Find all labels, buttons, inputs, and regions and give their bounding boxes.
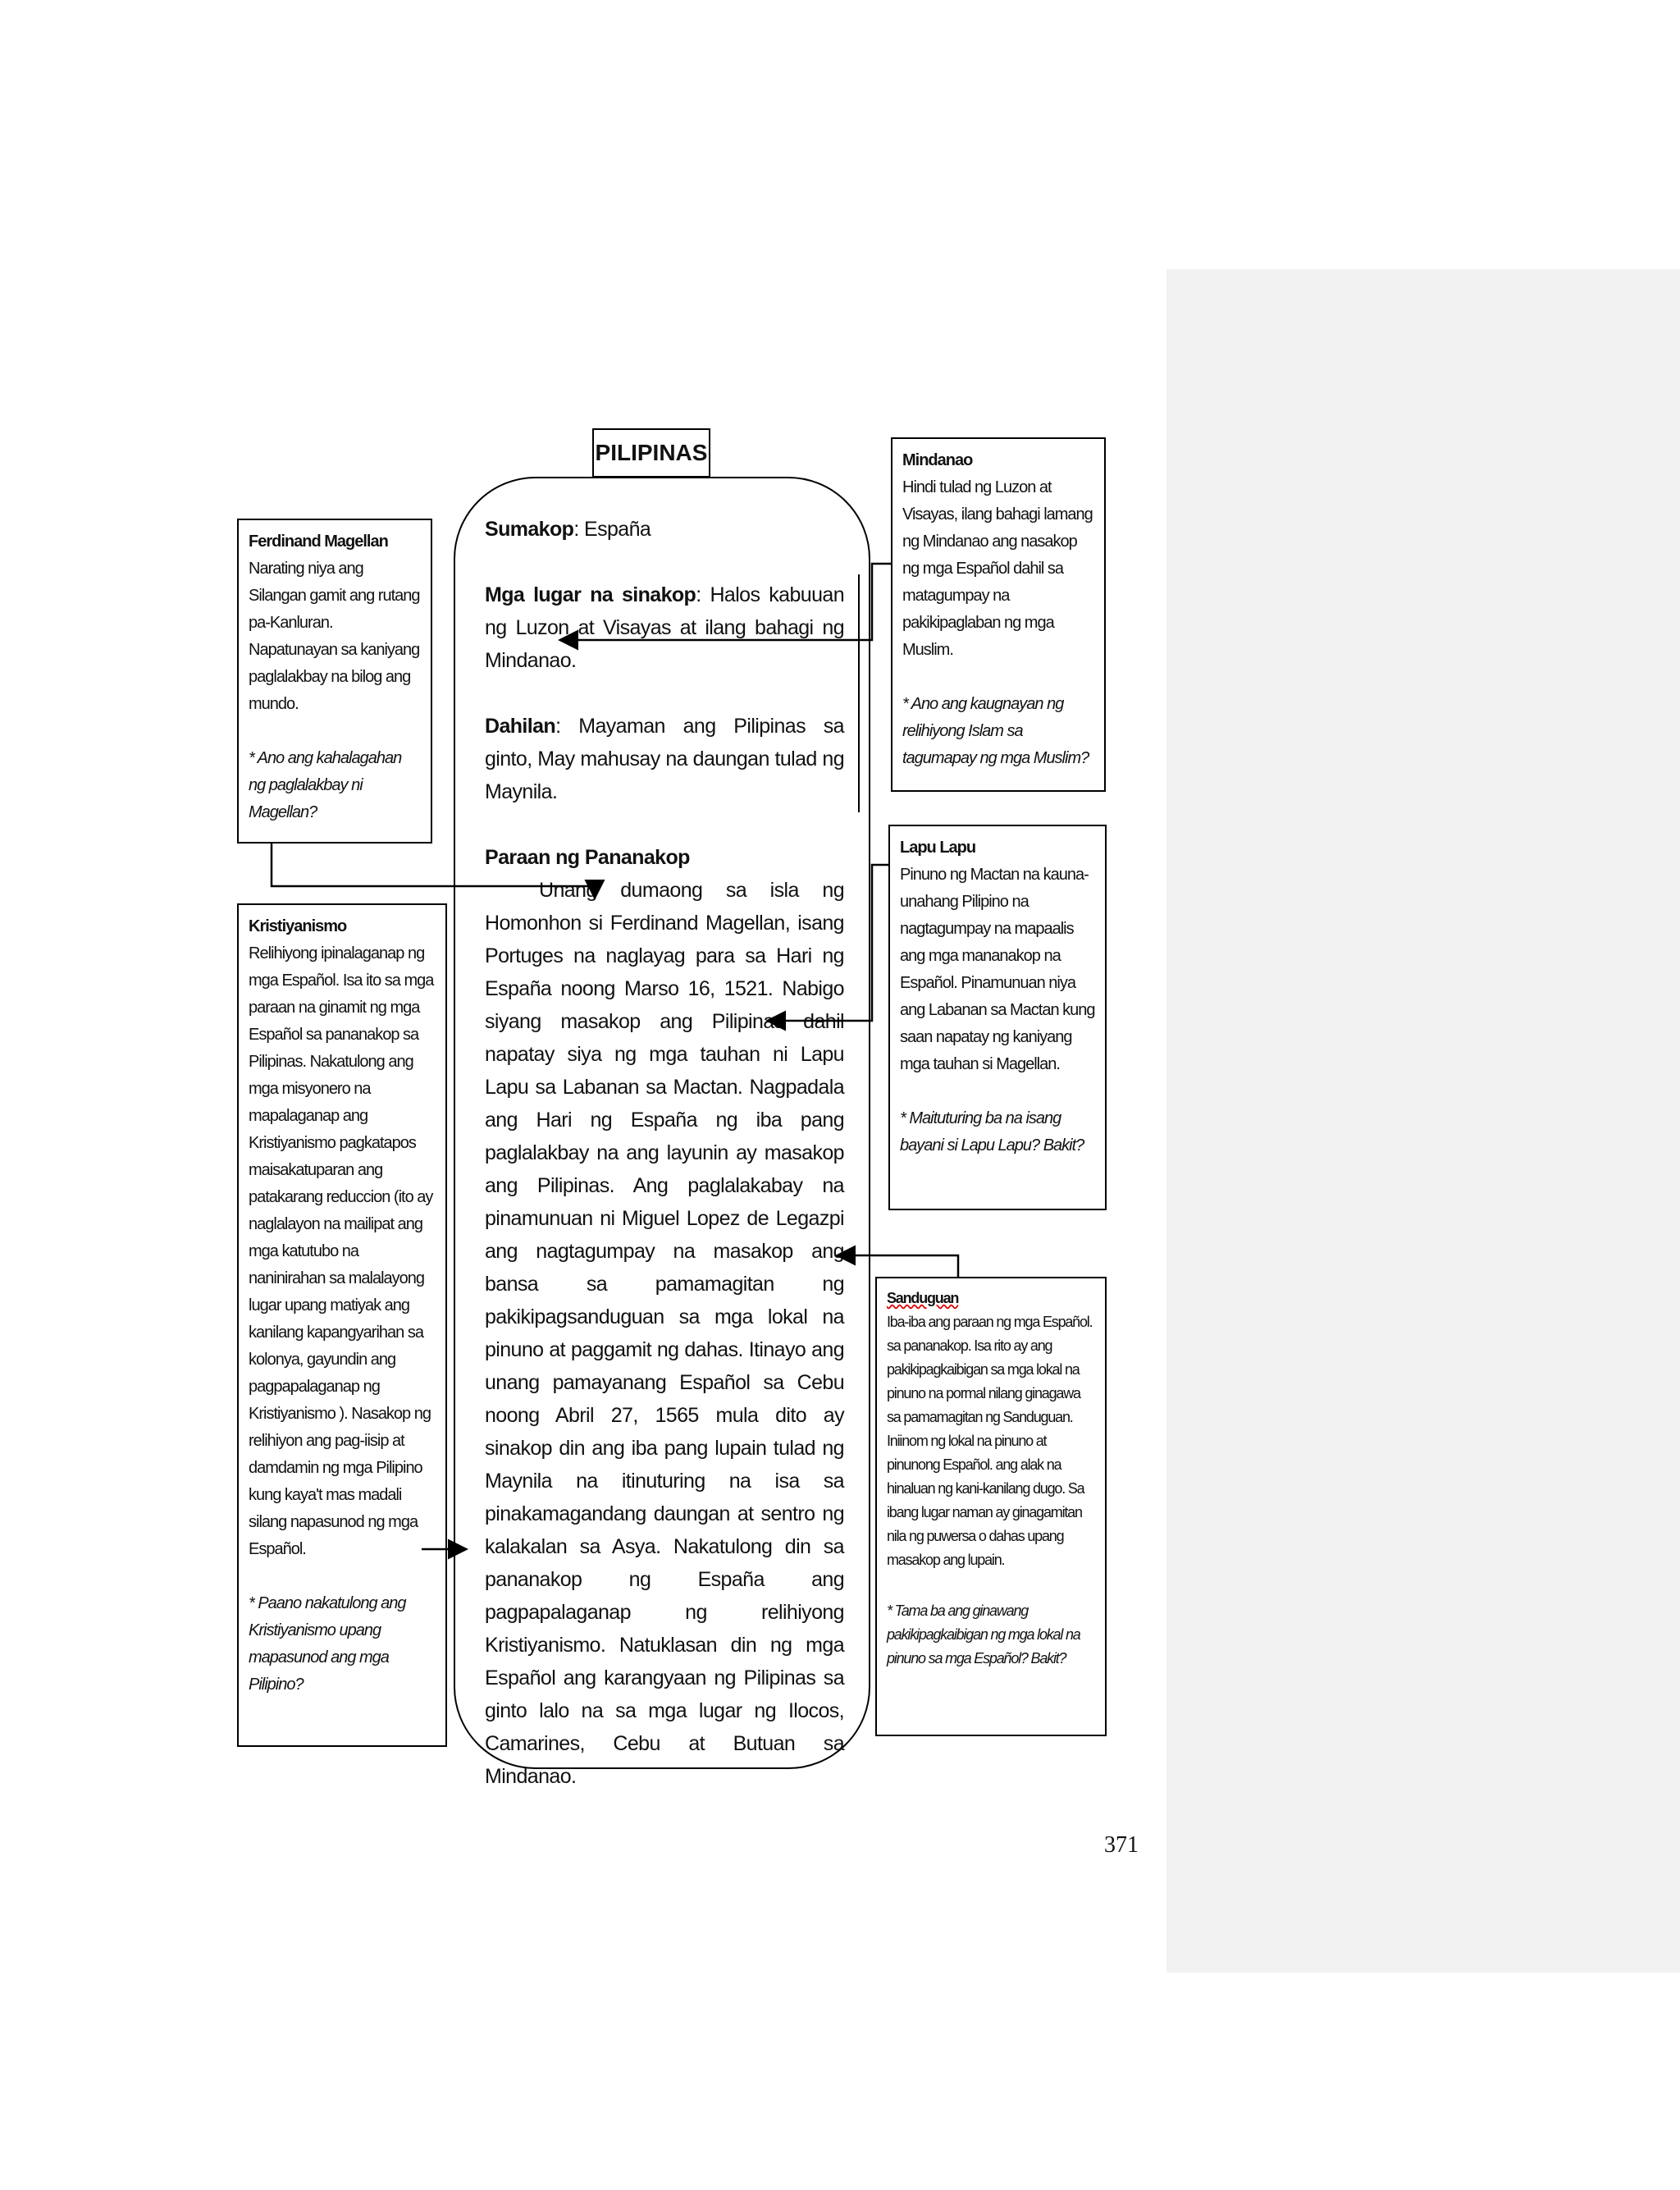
page-title: PILIPINAS [592,428,710,478]
lapulapu-body: Pinuno ng Mactan na kauna-unahang Pilipino na nagtagumpay na mapaalis ang mga mananakop na Español. Pinamunuan niya ang Labanan sa Mactan kung saan napatay ng kaniyang mga tauhan si Magellan. [900,866,1095,1073]
center-content [485,513,844,1826]
lapulapu-box [888,825,1107,1210]
lugar-paragraph [485,578,844,677]
dahilan-paragraph [485,710,844,808]
kristiyanismo-heading: Kristiyanismo [249,917,347,935]
paraan-heading-paragraph [485,841,844,874]
mindanao-box [891,437,1106,792]
sanduguan-question: * Tama ba ang ginawang pakikipagkaibigan ng mga lokal na pinuno sa mga Español? Bakit? [887,1602,1080,1667]
mindanao-heading: Mindanao [902,451,973,469]
magellan-body: Narating niya ang Silangan gamit ang rutang pa-Kanluran. Napatunayan sa kaniyang paglalakbay na bilog ang mundo. [249,560,420,713]
kristiyanismo-box [237,903,447,1747]
paraan-heading: Paraan ng Pananakop [485,846,690,869]
sumakop-paragraph [485,513,844,546]
dahilan-value: : Mayaman ang Pilipinas sa ginto, May mahusay na daungan tulad ng Maynila. [485,715,844,803]
lugar-value: : Halos kabuuan ng Luzon at Visayas at ilang bahagi ng Mindanao. [485,583,844,672]
sanduguan-heading: Sanduguan [887,1290,959,1306]
page-number: 371 [1104,1832,1139,1858]
comment-pane [1166,269,1680,1973]
mindanao-body: Hindi tulad ng Luzon at Visayas, ilang bahagi lamang ng Mindanao ang nasakop ng mga Español dahil sa matagumpay na pakikipaglaban ng mga Muslim. [902,478,1093,659]
lugar-label: Mga lugar na sinakop [485,583,696,606]
lapulapu-heading: Lapu Lapu [900,839,976,857]
paraan-body: Unang dumaong sa isla ng Homonhon si Ferdinand Magellan, isang Portuges na naglayag para sa Hari ng España noong Marso 16, 1521. Nabigo siyang masakop ang Pilipinas dahil napatay siya ng mga tauhan ni Lapu Lapu sa Labanan sa Mactan. Nagpadala ang Hari ng España ng iba pang paglalakbay na ang layunin ay masakop ang Pilipinas. Ang paglalakabay na pinamunuan ni Miguel Lopez de Legazpi ang nagtagumpay na masakop ang bansa sa pamamagitan ng pakikipagsanduguan sa mga lokal na pinuno at paggamit ng dahas. Itinayo ang unang pamayanang Español sa Cebu noong Abril 27, 1565 mula dito ay sinakop din ang iba pang lupain tulad ng Maynila na itinuturing na isa sa pinakamagandang daungan at sentro ng kalakalan sa Asya. Nakatulong din sa pananakop ng España ang pagpapalaganap ng relihiyong Kristiyanismo. Natuklasan din ng mga Español ang karangyaan ng Pilipinas sa ginto lalo na sa mga lugar ng Ilocos, Camarines, Cebu at Butuan sa Mindanao. [485,879,844,1788]
lapulapu-question: * Maituturing ba na isang bayani si Lapu Lapu? Bakit? [900,1109,1084,1154]
dahilan-label: Dahilan [485,715,556,738]
kristiyanismo-body: Relihiyong ipinalaganap ng mga Español. Isa ito sa mga paraan na ginamit ng mga Español sa pananakop sa Pilipinas. Nakatulong ang mga misyonero na mapalaganap ang Kristiyanismo pagkatapos maisakatuparan ang patakarang reduccion (ito ay naglalayon na mailipat ang mga katutubo na naninirahan sa malalayong lugar upang matiyak ang kanilang kapangyarihan sa kolonya, gayundin ang pagpapalaganap ng Kristiyanismo ). Nasakop ng relihiyon ang pag-iisip at damdamin ng mga Pilipino kung kaya't mas madali silang napasunod ng mga Español. [249,944,434,1558]
sanduguan-box [875,1277,1107,1736]
magellan-heading: Ferdinand Magellan [249,533,388,551]
sumakop-value: : España [573,518,651,541]
kristiyanismo-question: * Paano nakatulong ang Kristiyanismo upang mapasunod ang mga Pilipino? [249,1594,406,1694]
magellan-question: * Ano ang kahalagahan ng paglalakbay ni Magellan? [249,749,402,821]
mindanao-question: * Ano ang kaugnayan ng relihiyong Islam sa tagumapay ng mga Muslim? [902,695,1089,767]
magellan-box [237,519,432,844]
sumakop-label: Sumakop [485,518,574,541]
sanduguan-body: Iba-iba ang paraan ng mga Español. sa pananakop. Isa rito ay ang pakikipagkaibigan sa mga lokal na pinuno na pormal nilang ginagawa sa pamamagitan ng Sanduguan. Iniinom ng lokal na pinuno at pinunong Español. ang alak na hinaluan ng kani-kanilang dugo. Sa ibang lugar naman ay ginagamitan nila ng puwersa o dahas upang masakop ang lupain. [887,1314,1093,1568]
